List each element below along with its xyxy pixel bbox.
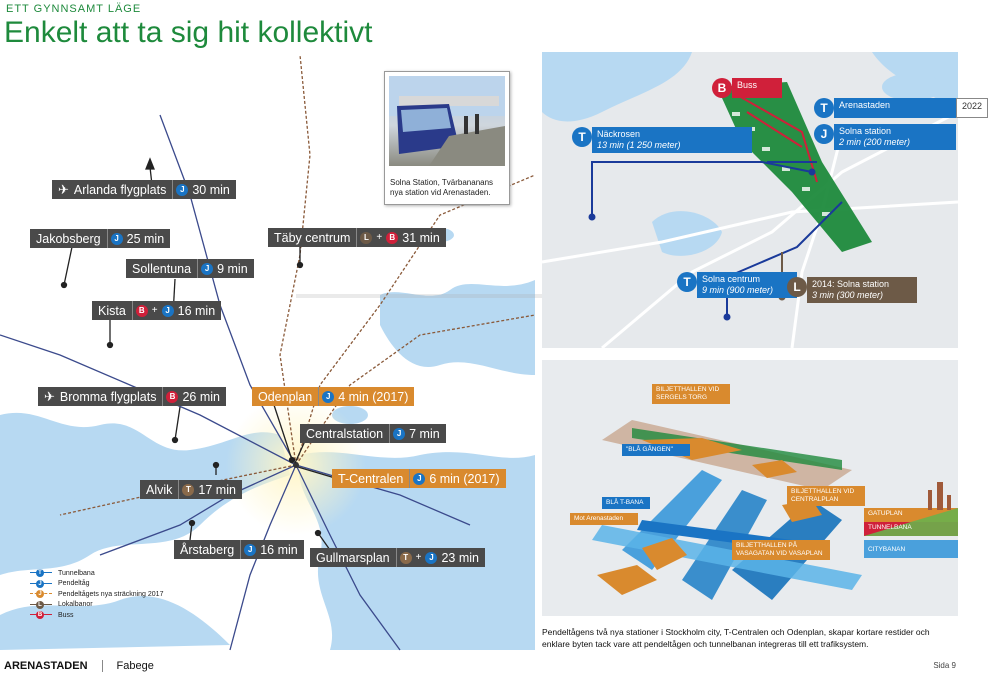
- sign-line1: Solna station: [839, 126, 892, 136]
- page-title: Enkelt att ta sig hit kollektivt: [4, 16, 373, 49]
- mode-badge-T: T: [677, 272, 697, 292]
- travel-time: 17 min: [198, 482, 236, 497]
- year-tag: 2022: [956, 98, 988, 118]
- sign-line1: Arenastaden: [839, 100, 891, 110]
- mode-badge-B: B: [136, 305, 148, 317]
- sign-line1: 2014: Solna station: [812, 279, 890, 289]
- mode-badge-T: T: [572, 127, 592, 147]
- destination-5: [38, 387, 226, 406]
- travel-time: 30 min: [192, 182, 230, 197]
- plus-sign: +: [415, 552, 422, 563]
- legend-label: Buss: [58, 611, 74, 619]
- destination-name: [252, 387, 318, 406]
- travel-time: 16 min: [177, 303, 216, 318]
- kicker: ETT GYNNSAMT LÄGE: [6, 3, 142, 15]
- sign-text: [834, 98, 956, 118]
- city-label-4: BILJETTHALLEN VID CENTRALPLAN: [787, 486, 865, 506]
- mode-badge-J: J: [176, 184, 188, 196]
- sign-line2: 9 min (900 meter): [702, 285, 774, 295]
- travel-mode: [240, 540, 304, 559]
- destination-label: Täby centrum: [274, 230, 351, 245]
- mode-badge-T: T: [182, 484, 194, 496]
- sign-line2: 2 min (200 meter): [839, 137, 911, 147]
- destination-label: Sollentuna: [132, 261, 192, 276]
- destination-label: Kista: [98, 303, 126, 318]
- mode-badge-B: B: [712, 78, 732, 98]
- travel-time: 16 min: [260, 542, 298, 557]
- destination-name: [38, 387, 162, 406]
- mode-badge-J: J: [413, 473, 425, 485]
- travel-time: 25 min: [126, 231, 165, 246]
- solna-sign-2: [814, 124, 956, 150]
- travel-mode: [162, 387, 226, 406]
- mode-badge-J: J: [425, 552, 437, 564]
- logo-divider: [102, 660, 103, 672]
- solna-sign-0: [712, 78, 782, 98]
- destination-label: T-Centralen: [338, 471, 404, 486]
- mode-badge-L: L: [360, 232, 372, 244]
- legend-swatch: L: [30, 601, 52, 609]
- sign-text: [592, 127, 752, 153]
- travel-time: 23 min: [441, 550, 480, 565]
- airplane-icon: ✈: [44, 388, 55, 404]
- destination-label: Alvik: [146, 482, 173, 497]
- sign-line1: Solna centrum: [702, 274, 761, 284]
- mode-badge-J: J: [111, 233, 123, 245]
- fabege-logo: Fabege: [116, 660, 154, 672]
- destination-3: [126, 259, 254, 278]
- solna-sign-4: [677, 272, 797, 298]
- mode-badge-B: B: [166, 391, 178, 403]
- city-label-6: GATUPLAN: [868, 510, 903, 517]
- mode-badge-J: J: [322, 391, 334, 403]
- destination-label: Arlanda flygplats: [73, 182, 167, 197]
- destination-name: [92, 301, 132, 320]
- mode-badge-J: J: [162, 305, 174, 317]
- legend-label: Pendeltåg: [58, 580, 90, 588]
- mode-badge-T: T: [814, 98, 834, 118]
- travel-mode: [107, 229, 171, 248]
- plus-sign: +: [151, 305, 158, 316]
- destination-6: [252, 387, 414, 406]
- solna-sign-1: [814, 98, 988, 118]
- caption: Pendeltågens två nya stationer i Stockholm city, T-Centralen och Odenplan, skapar kortare restider och enklare byten tack vare att pendeltågen och tunnelbanan integreras till ett trafiksystem.: [542, 627, 930, 649]
- travel-time: 4 min (2017): [338, 389, 409, 404]
- mode-badge-J: J: [814, 124, 834, 144]
- destination-name: [52, 180, 172, 199]
- sign-line2: 13 min (1 250 meter): [597, 140, 681, 150]
- legend-swatch: T: [30, 569, 52, 577]
- travel-mode: [356, 228, 445, 247]
- arenastaden-logo: ARENASTADEN: [4, 660, 88, 672]
- city-label-8: CITYBANAN: [868, 546, 906, 553]
- travel-mode: [132, 301, 221, 320]
- travel-time: 9 min: [217, 261, 248, 276]
- destination-name: [174, 540, 240, 559]
- destination-name: [268, 228, 356, 247]
- travel-mode: [389, 424, 446, 443]
- legend-item: [30, 610, 163, 621]
- inset-city: [542, 360, 958, 616]
- page-number: Sida 9: [933, 661, 956, 670]
- destination-label: Centralstation: [306, 426, 384, 441]
- destination-9: [332, 469, 506, 488]
- mode-badge-J: J: [393, 428, 405, 440]
- legend-swatch: B: [30, 611, 52, 619]
- plus-sign: +: [376, 232, 383, 243]
- legend-label: Pendeltågets nya sträckning 2017: [58, 590, 164, 598]
- destination-name: [140, 480, 178, 499]
- destination-label: Odenplan: [258, 389, 313, 404]
- destination-7: [300, 424, 446, 443]
- legend-swatch: J: [30, 590, 52, 598]
- destination-name: [126, 259, 197, 278]
- solna-sign-3: [572, 127, 752, 153]
- travel-time: 26 min: [182, 389, 220, 404]
- city-label-3: Mot Arenastaden: [570, 513, 638, 525]
- city-label-5: BILJETTHALLEN PÅ VASAGATAN VID VASAPLAN: [732, 540, 830, 560]
- sign-line1: Näckrosen: [597, 129, 641, 139]
- destination-label: Årstaberg: [180, 542, 235, 557]
- travel-mode: [172, 180, 236, 199]
- photo-caption: Solna Station, Tvärbananans nya station vid Arenastaden.: [390, 178, 494, 197]
- destination-10: [174, 540, 304, 559]
- travel-mode: [318, 387, 414, 406]
- mode-badge-T: T: [400, 552, 412, 564]
- travel-mode: [396, 548, 485, 567]
- destination-11: [310, 548, 485, 567]
- destination-name: [332, 469, 409, 488]
- sign-text: [697, 272, 797, 298]
- destination-name: [310, 548, 396, 567]
- destination-label: Gullmarsplan: [316, 550, 390, 565]
- legend-item: [30, 579, 163, 590]
- airplane-icon: ✈: [58, 181, 69, 197]
- destination-label: Bromma flygplats: [59, 389, 157, 404]
- destination-label: Jakobsberg: [36, 231, 101, 246]
- map-legend: [30, 568, 163, 621]
- legend-item: [30, 568, 163, 579]
- travel-time: 7 min: [409, 426, 440, 441]
- legend-item: [30, 600, 163, 611]
- city-label-2: BLÅ T-BANA: [602, 497, 650, 509]
- destination-8: [140, 480, 242, 499]
- city-label-7: TUNNELBANA: [868, 524, 912, 531]
- city-station-model: [542, 360, 958, 616]
- mode-badge-L: L: [787, 277, 807, 297]
- travel-time: 31 min: [402, 230, 440, 245]
- solna-sign-5: [787, 277, 917, 303]
- city-label-0: BILJETTHALLEN VID SERGELS TORG: [652, 384, 730, 404]
- legend-label: Lokalbanor: [58, 601, 93, 609]
- sign-text: [834, 124, 956, 150]
- sign-text: [732, 78, 782, 98]
- mode-badge-B: B: [386, 232, 398, 244]
- destination-4: [92, 301, 221, 320]
- destination-name: [30, 229, 107, 248]
- mode-badge-J: J: [201, 263, 213, 275]
- sign-line2: 3 min (300 meter): [812, 290, 884, 300]
- sign-line1: Buss: [737, 80, 758, 90]
- destination-name: [300, 424, 389, 443]
- destination-1: [30, 229, 170, 248]
- sign-text: [807, 277, 917, 303]
- legend-label: Tunnelbana: [58, 569, 95, 577]
- travel-mode: [409, 469, 505, 488]
- city-label-1: "BLÅ GÅNGEN": [622, 444, 690, 456]
- destination-2: [268, 228, 446, 247]
- legend-swatch: J: [30, 580, 52, 588]
- footer-logos: [4, 660, 154, 672]
- mode-badge-J: J: [244, 544, 256, 556]
- travel-mode: [178, 480, 242, 499]
- travel-time: 6 min (2017): [429, 471, 500, 486]
- travel-mode: [197, 259, 254, 278]
- inset-solna: [542, 52, 983, 348]
- legend-item: [30, 589, 163, 600]
- destination-0: [52, 180, 236, 199]
